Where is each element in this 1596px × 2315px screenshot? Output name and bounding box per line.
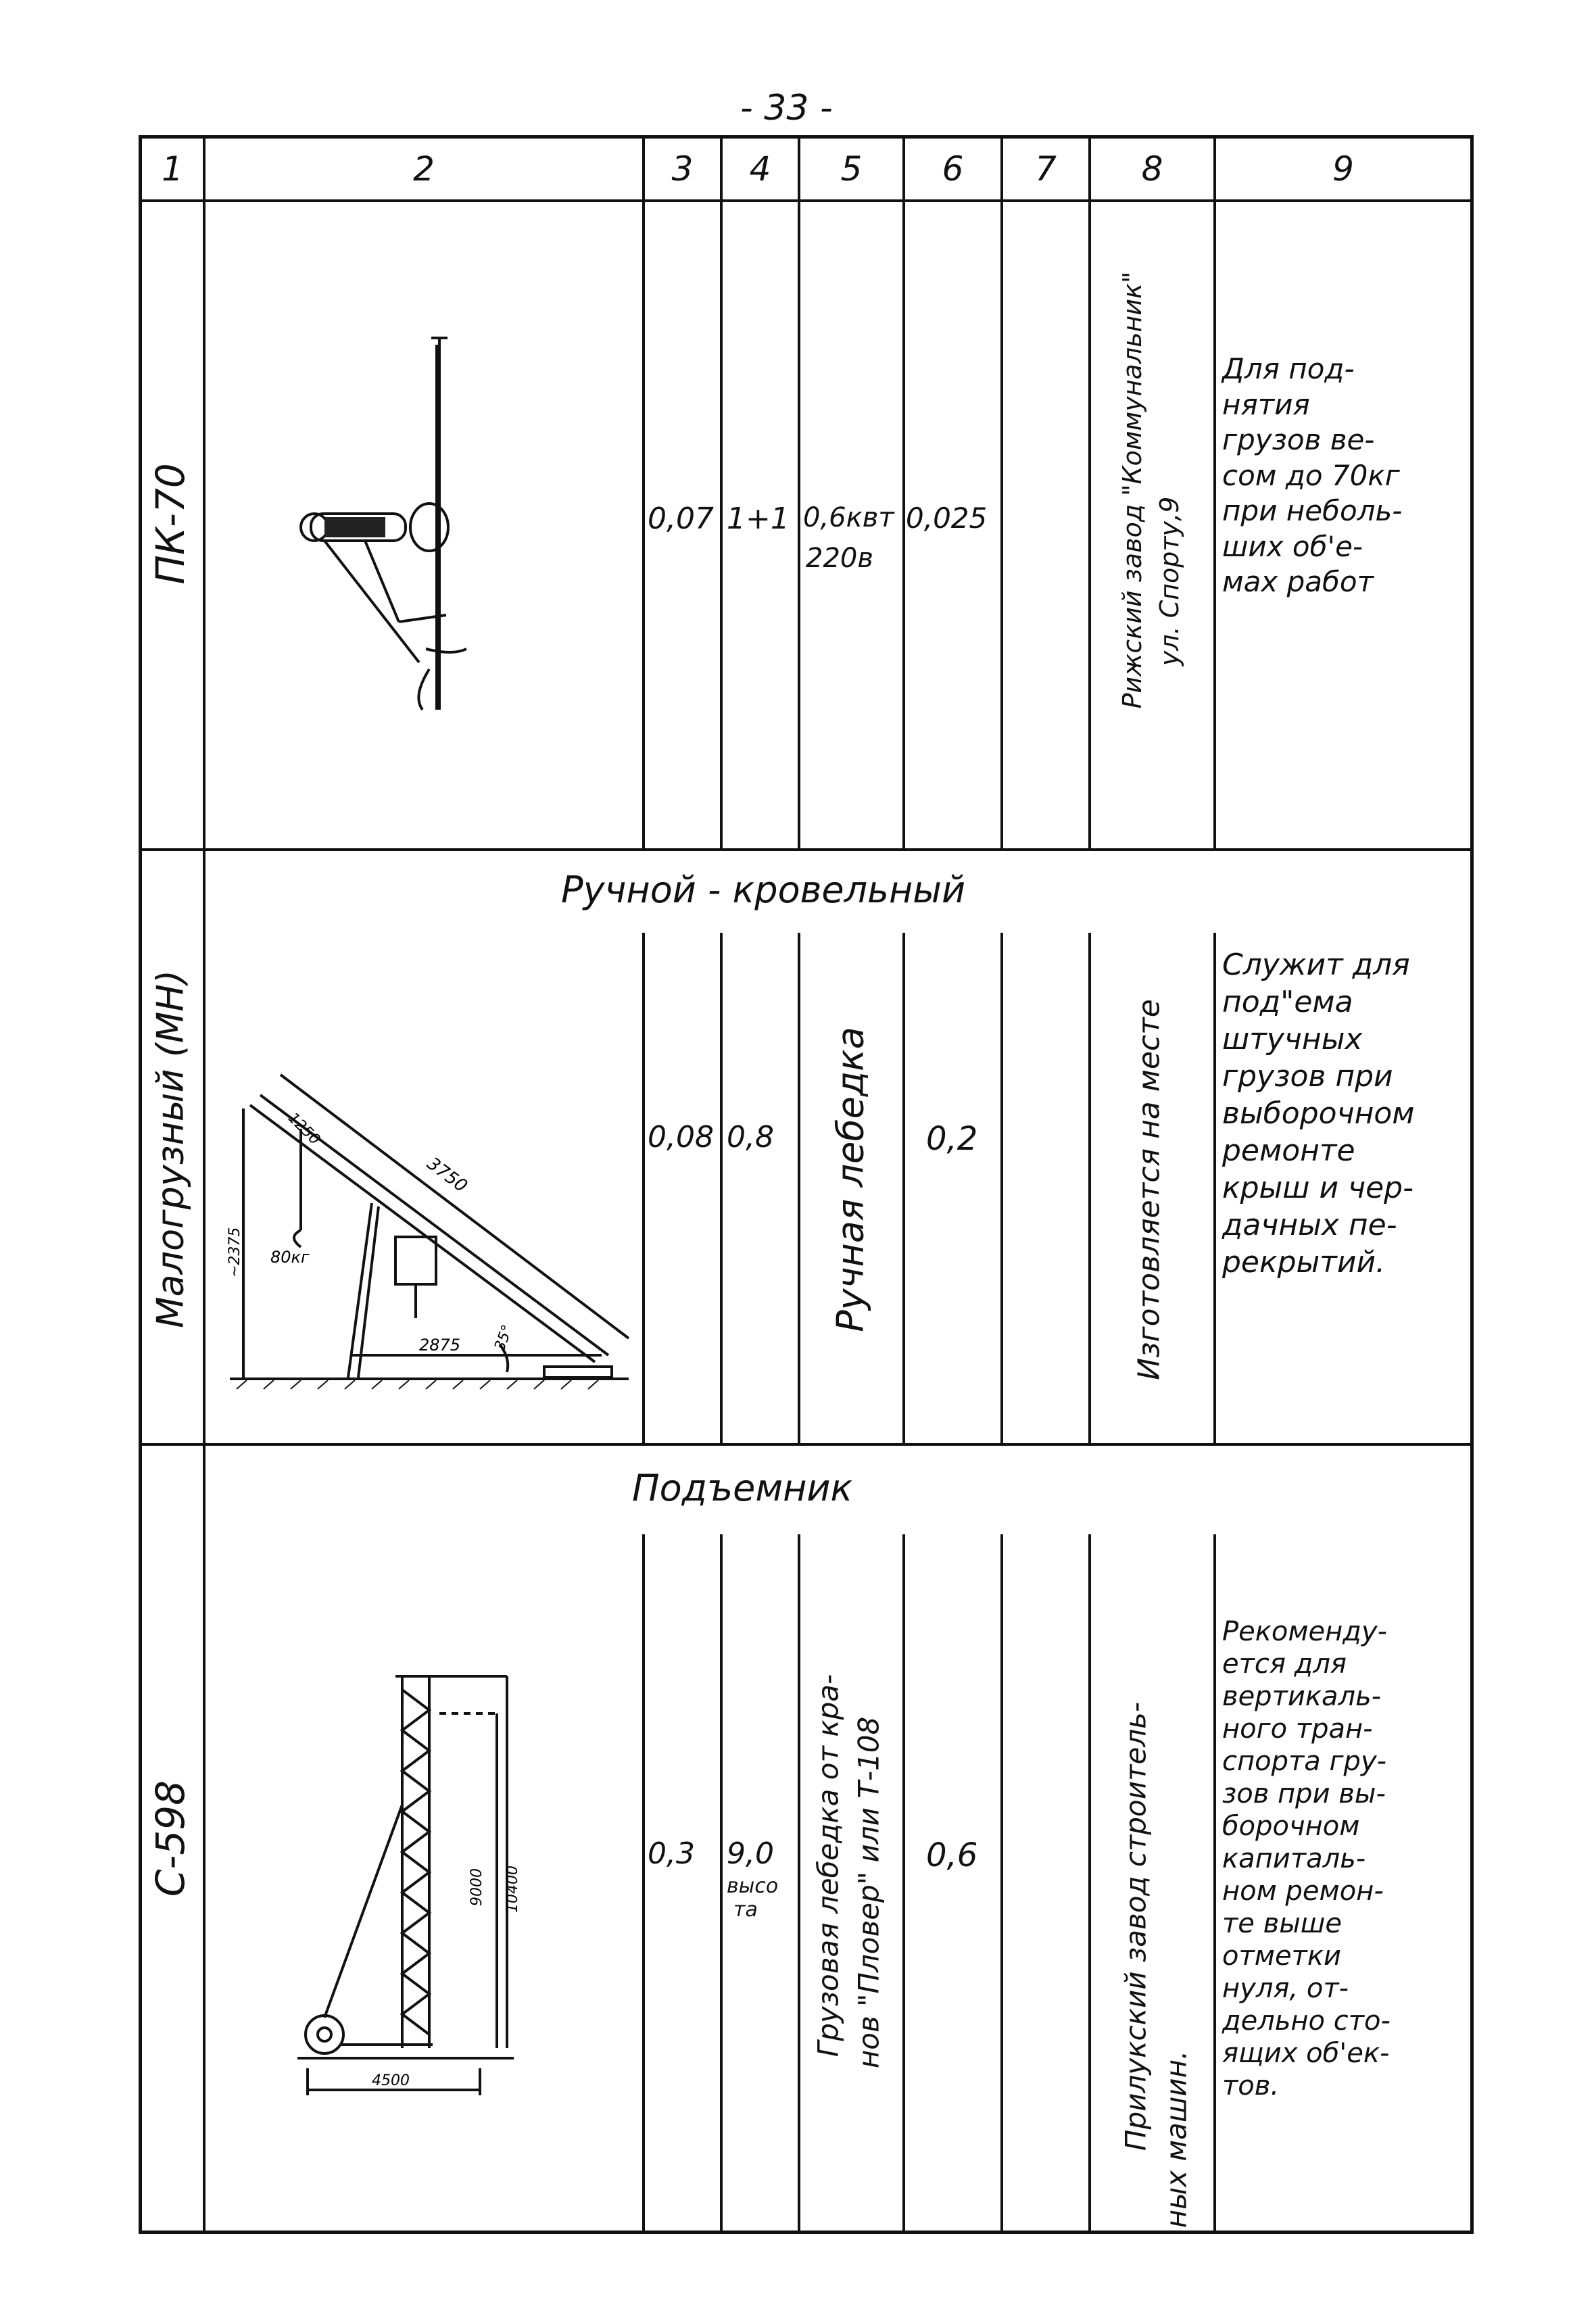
row2-crane-drawing [223, 1054, 642, 1406]
row3-col4-sub1: высо [727, 1874, 779, 1898]
row3-col8-line2: ных машин. [1159, 2050, 1193, 2228]
row3-col3: 0,3 [648, 1836, 695, 1871]
row3-dim-9000: 9000 [468, 1868, 485, 1906]
row1-col3: 0,07 [648, 502, 714, 536]
row1-col9: Для под- нятия грузов ве- сом до 70кг при неболь- ших об'е- мах работ [1222, 352, 1403, 598]
row3-lift-drawing [284, 1670, 541, 2102]
row2-col6: 0,2 [926, 1120, 978, 1158]
header-col-8: 8 [1141, 149, 1163, 189]
row2-col3: 0,08 [648, 1120, 714, 1154]
row2-col8: Изготовляется на месте [1132, 999, 1167, 1380]
row2-dim-80kg: 80кг [270, 1248, 310, 1267]
row1-model: ПК-70 [147, 463, 193, 585]
row3-model: С-598 [147, 1780, 193, 1897]
row2-dim-3750: 3750 [422, 1153, 471, 1197]
row2-col5: Ручная лебедка [829, 1027, 872, 1332]
row1-col6: 0,025 [906, 502, 988, 535]
row3-col5-line2: нов "Пловер" или Т-108 [852, 1716, 886, 2069]
header-col-3: 3 [671, 149, 694, 189]
row2-model: Малогрузный (МН) [149, 969, 192, 1329]
row2-col9: Служит для под"ема штучных грузов при выборочном ремонте крыш и чер- дачных пе- рекрытий. [1222, 948, 1415, 1280]
row2-col4: 0,8 [727, 1120, 774, 1154]
header-col-9: 9 [1332, 149, 1354, 189]
row1-col5-line2: 220в [806, 543, 873, 574]
row2-dim-2375: ~2375 [226, 1227, 243, 1277]
row1-col8-line2: ул. Спорту,9 [1155, 496, 1184, 666]
header-col-5: 5 [840, 149, 863, 189]
row1-hoist-drawing [284, 331, 487, 737]
row1-col5-line1: 0,6квт [803, 502, 894, 533]
header-col-2: 2 [413, 149, 435, 189]
header-col-7: 7 [1035, 149, 1057, 189]
header-col-4: 4 [749, 149, 771, 189]
row3-col4: 9,0 [727, 1836, 774, 1871]
header-col-1: 1 [162, 149, 183, 189]
row3-col5-line1: Грузовая лебедка от кра- [811, 1674, 845, 2057]
row2-dim-1250: 1250 [284, 1109, 324, 1148]
header-col-6: 6 [942, 149, 964, 189]
row1-col4: 1+1 [727, 502, 790, 536]
page-number: - 33 - [740, 88, 833, 128]
section-label-manual-roof: Ручной - кровельный [561, 869, 966, 911]
row3-col4-sub2: та [733, 1898, 758, 1922]
row2-dim-angle: 35° [491, 1322, 516, 1354]
row3-dim-10400: 10400 [504, 1866, 521, 1913]
row3-dim-4500: 4500 [372, 2072, 410, 2089]
row2-dim-2875: 2875 [419, 1336, 461, 1355]
row3-col6: 0,6 [926, 1836, 978, 1874]
row3-col8-line1: Прилукский завод строитель- [1119, 1701, 1153, 2151]
row1-col8-line1: Рижский завод "Коммунальник" [1117, 271, 1147, 709]
section-label-lift: Подъемник [632, 1467, 853, 1509]
row3-col9: Рекоменду- ется для вертикаль- ного тран- спорта гру- зов при вы- борочном капиталь- ном ремон- те выше отметки нуля, от- дельно сто- ящих об'ек- тов. [1222, 1616, 1391, 2101]
